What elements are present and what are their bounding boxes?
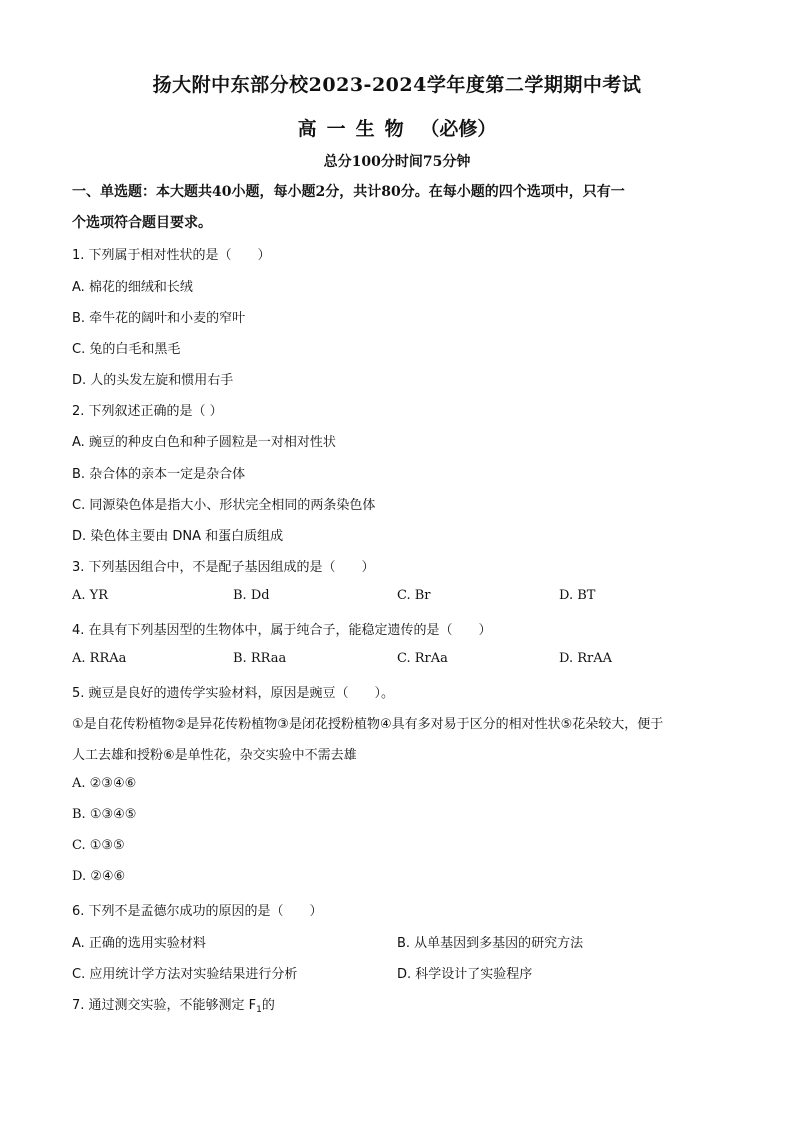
q1-option-d: D. 人的头发左旋和惯用右手 <box>72 373 234 388</box>
subject-track: （必修） <box>420 118 497 140</box>
q6-option-b: B. 从单基因到多基因的研究方法 <box>397 936 584 951</box>
q1-option-c: C. 兔的白毛和黑毛 <box>72 342 181 357</box>
q1-option-b: B. 牵牛花的阔叶和小麦的窄叶 <box>72 311 246 326</box>
q6-stem: 6. 下列不是孟德尔成功的原因的是（ ） <box>72 904 323 919</box>
q3-option-b: B. Dd <box>233 588 270 603</box>
q5-option-c: C. ①③⑤ <box>72 838 125 853</box>
q5-description-line-2: 人工去雄和授粉⑥是单性花，杂交实验中不需去雄 <box>72 748 357 763</box>
q2-option-d: D. 染色体主要由 DNA 和蛋白质组成 <box>72 529 284 544</box>
score-time-line: 总分100分时间75分钟 <box>323 154 471 170</box>
section-heading-line-1: 一、单选题：本大题共40小题，每小题2分，共计80分。在每小题的四个选项中，只有一 <box>72 184 625 200</box>
q6-option-c: C. 应用统计学方法对实验结果进行分析 <box>72 967 298 982</box>
q5-option-d: D. ②④⑥ <box>72 869 126 884</box>
exam-subtitle <box>0 114 794 141</box>
q7-stem <box>72 994 275 1015</box>
section-heading-line-2: 个选项符合题目要求。 <box>72 215 212 231</box>
q2-option-b: B. 杂合体的亲本一定是杂合体 <box>72 467 246 482</box>
q4-option-a: A. RRAa <box>72 651 127 666</box>
q7-stem-suffix: 的 <box>261 998 275 1013</box>
q3-option-a: A. YR <box>72 588 109 603</box>
q6-option-d: D. 科学设计了实验程序 <box>397 967 533 982</box>
q3-option-d: D. BT <box>559 588 596 603</box>
q4-option-b: B. RRaa <box>233 651 287 666</box>
q3-option-c: C. Br <box>397 588 431 603</box>
section-heading <box>72 177 724 239</box>
q2-option-c: C. 同源染色体是指大小、形状完全相同的两条染色体 <box>72 498 376 513</box>
q1-option-a: A. 棉花的细绒和长绒 <box>72 280 193 295</box>
exam-title: 扬大附中东部分校2023-2024学年度第二学期期中考试 <box>152 74 642 96</box>
q5-stem: 5. 豌豆是良好的遗传学实验材料，原因是豌豆（ ）。 <box>72 686 395 701</box>
q2-stem: 2. 下列叙述正确的是（ ） <box>72 404 223 419</box>
q7-stem-prefix: 7. 通过测交实验，不能够测定 F <box>72 998 257 1013</box>
q4-stem: 4. 在具有下列基因型的生物体中，属于纯合子，能稳定遗传的是（ ） <box>72 623 492 638</box>
q5-option-a: A. ②③④⑥ <box>72 776 137 791</box>
q4-option-c: C. RrAa <box>397 651 448 666</box>
q1-stem: 1. 下列属于相对性状的是（ ） <box>72 248 271 263</box>
subject-name: 高一生物 <box>297 118 414 140</box>
q7-subscript: 1 <box>256 1005 262 1015</box>
q4-option-d: D. RrAA <box>559 651 613 666</box>
q5-option-b: B. ①③④⑤ <box>72 807 137 822</box>
q2-option-a: A. 豌豆的种皮白色和种子圆粒是一对相对性状 <box>72 435 336 450</box>
q3-stem: 3. 下列基因组合中，不是配子基因组成的是（ ） <box>72 560 375 575</box>
q5-description-line-1: ①是自花传粉植物②是异花传粉植物③是闭花授粉植物④具有多对易于区分的相对性状⑤花朵较大，便于 <box>72 717 664 732</box>
q6-option-a: A. 正确的选用实验材料 <box>72 936 206 951</box>
